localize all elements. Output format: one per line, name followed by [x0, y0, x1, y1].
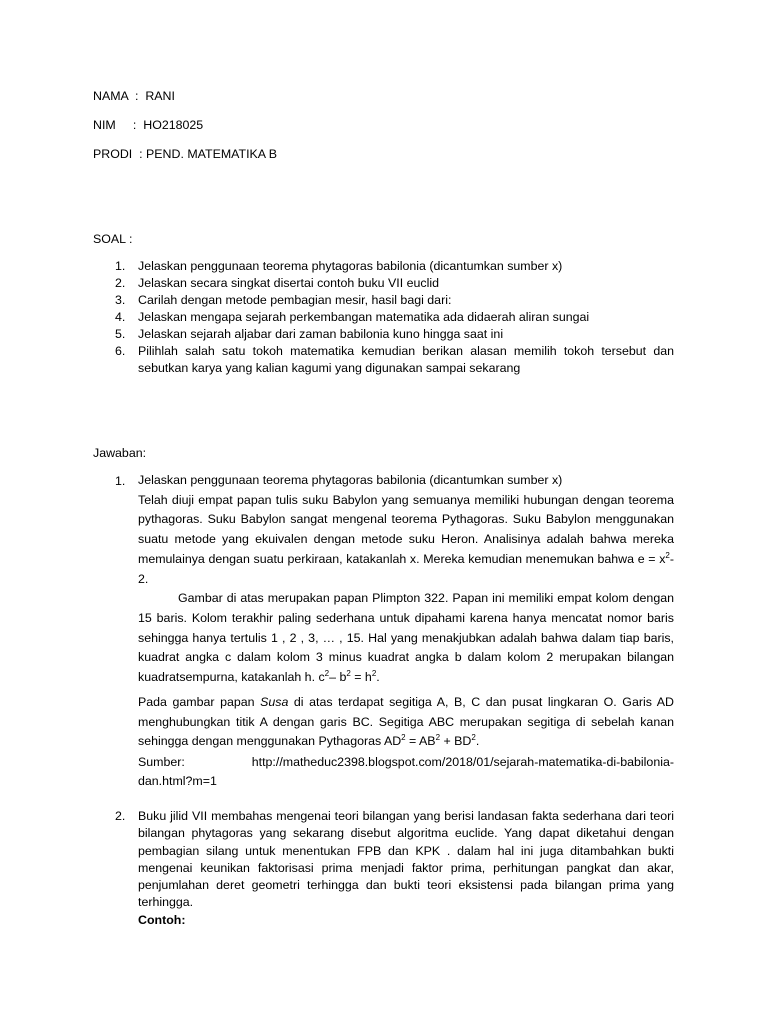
source-link-continued[interactable]: dan.html?m=1: [138, 774, 217, 788]
soal-item-number: 5.: [115, 327, 126, 341]
soal-list: [115, 258, 674, 377]
answer-1-paragraph-2: Gambar di atas merupakan papan Plimpton 322. Papan ini memiliki empat kolom dengan 15 baris. Kolom terakhir paling sederhana untuk dipahami karena hanya mencatat nomor baris sehingga hanya tertulis 1 , 2 , 3, … , 15. Hal yang menakjubkan adalah bahwa dalam tiap baris, kuadrat angka c dalam kolom 3 minus kuadrat angka b dalam kolom 2 merupakan bilangan kuadratsempurna, katakanlah h. $c^2-$ $b^2 = h^2$.: [138, 591, 674, 685]
nama-line: NAMA : RANI: [93, 89, 175, 103]
nim-line: NIM : HO218025: [93, 118, 204, 132]
soal-item-number: 4.: [115, 310, 126, 324]
soal-item-text: Jelaskan penggunaan teorema phytagoras babilonia (dicantumkan sumber x): [138, 259, 563, 273]
soal-item: [115, 258, 674, 275]
soal-item-text: Jelaskan sejarah aljabar dari zaman babilonia kuno hingga saat ini: [138, 327, 504, 341]
answer-1-paragraph-3: Pada gambar papan Susa di atas terdapat segitiga A, B, C dan pusat lingkaran O. Garis AD menghubungkan titik A dengan garis BC. Segitiga ABC merupakan segitiga di sebelah kanan sehingga dengan menggunakan Pythagoras $AD^2 = AB^2 + BD^2$.: [138, 695, 675, 749]
answer-1-paragraph-1: Telah diuji empat papan tulis suku Babylon yang semuanya memiliki hubungan dengan teorema pythagoras. Suku Babylon sangat mengenal teorema Pythagoras. Suku Babylon menggunakan suatu metode yang ekuivalen dengan metode suku Heron. Analisinya adalah bahwa mereka memulainya dengan suatu perkiraan, katakanlah x. Mereka kemudian menemukan bahwa $e = x^2-$ 2.: [138, 492, 674, 586]
soal-item-number: 3.: [115, 293, 126, 307]
source-link[interactable]: http://matheduc2398.blogspot.com/2018/01/sejarah-matematika-di-babilonia-: [251, 755, 674, 769]
answer-2-text: Buku jilid VII membahas mengenai teori bilangan yang berisi landasan fakta sederhana dari teori bilangan phytagoras yang sekarang disebut algoritma euclide. Yang dapat diketahui dengan pembagian silang untuk menentukan FPB dan KPK . dalam hal ini juga ditambahkan bukti mengenai keunikan faktorisasi prima menjadi faktor prima, perhitungan pangkat dan akar, penjumlahan deret geometri terhingga dan bukti teori eksistensi pada bilangan prima yang terhingga.: [138, 809, 674, 910]
nim-value: HO218025: [143, 118, 204, 132]
answer-1: [138, 471, 674, 688]
answer-2: [138, 808, 674, 929]
answer-2-contoh-label: Contoh:: [138, 912, 186, 927]
prodi-label: PRODI: [93, 147, 133, 161]
answer-2-number: 2.: [115, 809, 126, 823]
soal-item-text: Jelaskan mengapa sejarah perkembangan matematika ada didaerah aliran sungai: [138, 310, 590, 324]
answer-1-source: [138, 753, 674, 791]
soal-item: [115, 343, 674, 377]
soal-item: [115, 309, 674, 326]
soal-item: [115, 292, 674, 309]
soal-item-number: 6.: [115, 344, 126, 358]
prodi-value: PEND. MATEMATIKA B: [146, 147, 278, 161]
answer-1-number: 1.: [115, 474, 126, 488]
answer-1-question: Jelaskan penggunaan teorema phytagoras babilonia (dicantumkan sumber x): [138, 473, 563, 487]
soal-item: [115, 326, 674, 343]
soal-item-number: 1.: [115, 259, 126, 273]
soal-item-number: 2.: [115, 276, 126, 290]
soal-item-text: Carilah dengan metode pembagian mesir, hasil bagi dari:: [138, 293, 452, 307]
jawaban-heading: Jawaban:: [93, 446, 147, 460]
soal-item-text: Pilihlah salah satu tokoh matematika kemudian berikan alasan memilih tokoh tersebut dan sebutkan karya yang kalian kagumi yang digunakan sampai sekarang: [138, 344, 674, 375]
soal-heading: SOAL :: [93, 232, 133, 246]
nama-value: RANI: [145, 89, 175, 103]
source-label: Sumber:: [138, 755, 185, 769]
soal-item-text: Jelaskan secara singkat disertai contoh buku VII euclid: [138, 276, 439, 290]
nama-label: NAMA: [93, 89, 129, 103]
soal-item: [115, 275, 674, 292]
prodi-line: PRODI : PEND. MATEMATIKA B: [93, 147, 278, 161]
nim-label: NIM: [93, 118, 116, 132]
